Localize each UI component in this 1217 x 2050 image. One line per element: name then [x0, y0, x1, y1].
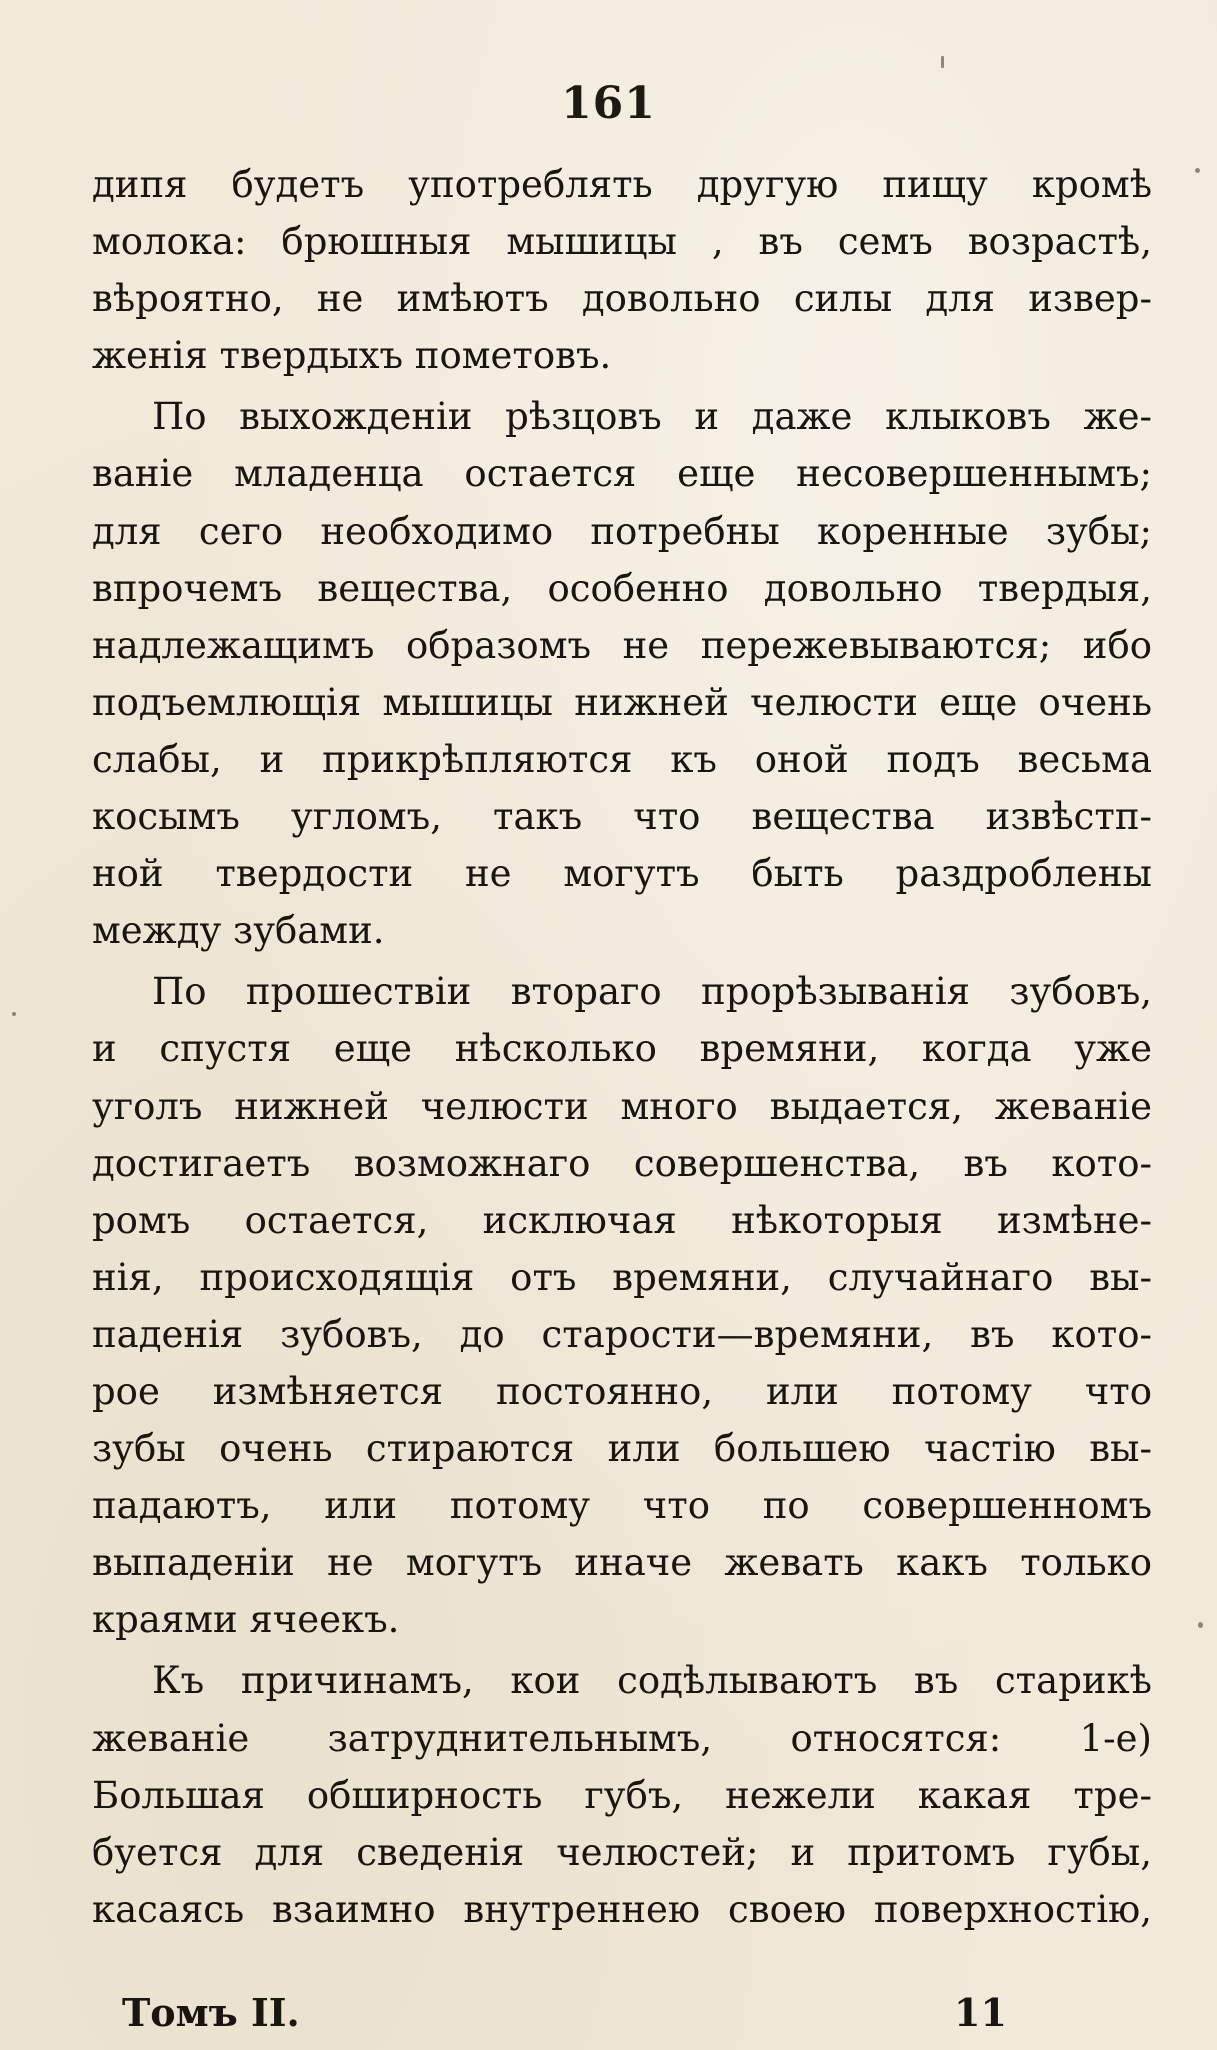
text-line: буется для сведенія челюстей; и притомъ губы, [92, 1830, 1152, 1874]
text-line: вѣроятно, не имѣютъ довольно силы для извер- [92, 277, 1152, 321]
text-line: зубы очень стираются или большею частію вы- [92, 1427, 1152, 1471]
text-line: подъемлющія мышицы нижней челюсти еще очень [92, 680, 1152, 724]
text-line: женія твердыхъ пометовъ. [92, 334, 612, 378]
paragraph [92, 388, 1152, 959]
text-line: уголъ нижней челюсти много выдается, жеваніе [92, 1084, 1152, 1128]
body-text [92, 156, 1152, 1938]
paragraph [92, 1652, 1152, 1937]
text-line: выпаденіи не могутъ иначе жевать какъ только [92, 1541, 1152, 1585]
volume-label: Томъ II. [122, 1990, 300, 2035]
text-line: нія, происходящія отъ времяни, случайнаго вы- [92, 1255, 1152, 1299]
text-line: Къ причинамъ, кои содѣлываютъ въ старикѣ [152, 1659, 1152, 1703]
text-line: впрочемъ вещества, особенно довольно твердыя, [92, 566, 1152, 610]
page-number: 161 [561, 78, 656, 129]
text-line: и спустя еще нѣсколько времяни, когда уже [92, 1027, 1152, 1071]
paper-speck [941, 56, 944, 68]
paragraph [92, 156, 1152, 384]
paper-speck [1198, 1622, 1203, 1628]
text-line: молока: брюшныя мышицы , въ семъ возрастѣ, [92, 220, 1152, 264]
text-line: рое измѣняется постоянно, или потому что [92, 1369, 1152, 1413]
text-line: между зубами. [92, 909, 385, 953]
text-line: дипя будетъ употреблять другую пищу кромѣ [92, 163, 1152, 206]
text-line: По прошествіи втораго прорѣзыванія зубовъ, [152, 970, 1152, 1014]
text-line: Большая обширность губъ, нежели какая тре- [92, 1773, 1152, 1817]
text-line: ромъ остается, исключая нѣкоторыя измѣне- [92, 1198, 1152, 1242]
paragraph [92, 963, 1152, 1648]
page-footer [0, 1990, 1217, 2038]
text-line: По выхожденіи рѣзцовъ и даже клыковъ же- [152, 395, 1152, 439]
paper-speck [1195, 168, 1200, 173]
text-line: падаютъ, или потому что по совершенномъ [92, 1484, 1152, 1528]
text-line: косымъ угломъ, такъ что вещества извѣстп- [92, 795, 1152, 839]
text-line: краями ячеекъ. [92, 1598, 400, 1642]
text-line: для сего необходимо потребны коренные зубы; [92, 509, 1152, 553]
text-line: слабы, и прикрѣпляются къ оной подъ весьма [92, 737, 1152, 781]
signature-mark: 11 [954, 1990, 1007, 2035]
text-line: ваніе младенца остается еще несовершеннымъ; [92, 452, 1152, 496]
text-line: паденія зубовъ, до старости—времяни, въ кото- [92, 1312, 1152, 1356]
text-line: достигаетъ возможнаго совершенства, въ кото- [92, 1141, 1152, 1185]
text-line: касаясь взаимно внутреннею своею поверхностію, [92, 1887, 1152, 1931]
text-line: жеваніе затруднительнымъ, относятся: 1-е) [92, 1716, 1152, 1760]
text-line: ной твердости не могутъ быть раздроблены [92, 852, 1152, 896]
text-line: надлежащимъ образомъ не пережевываются; ибо [92, 623, 1152, 667]
paper-speck [12, 1012, 16, 1016]
